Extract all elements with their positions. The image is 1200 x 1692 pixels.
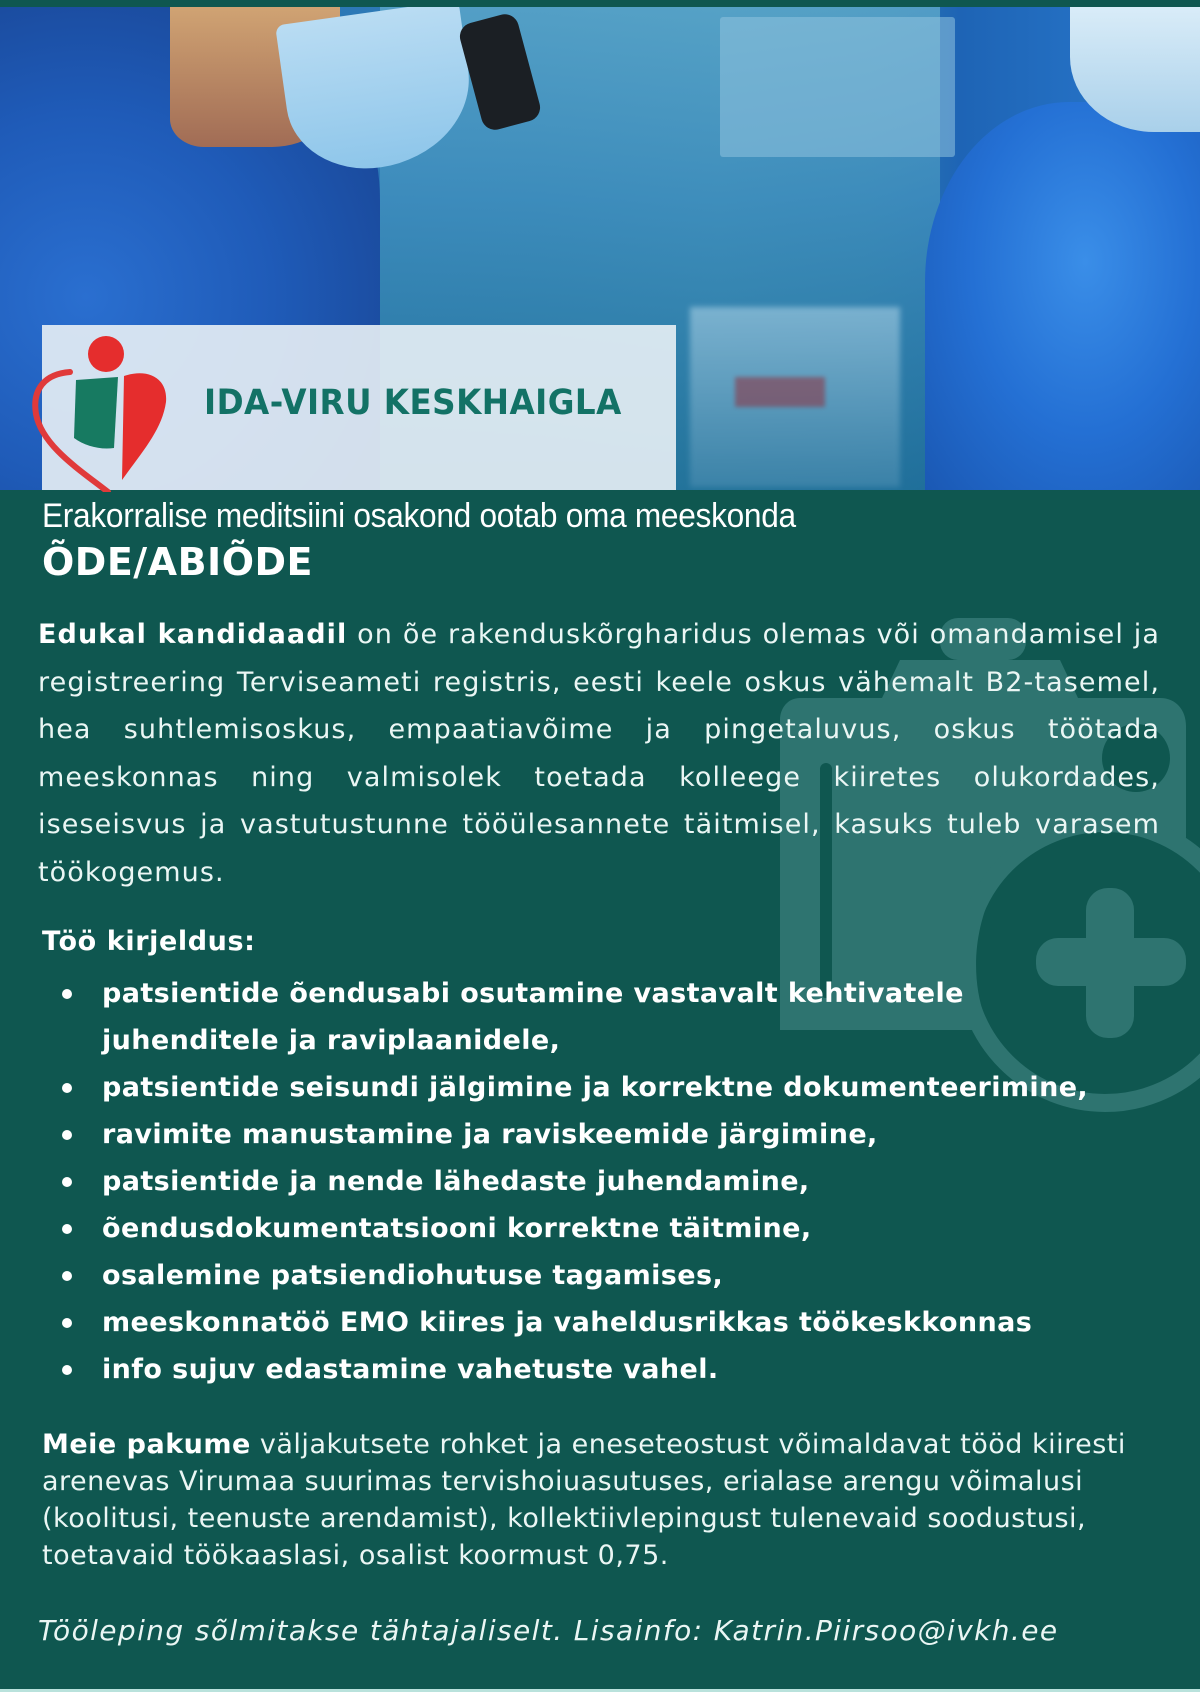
wall-poster [720, 17, 955, 157]
list-item: meeskonnatöö EMO kiires ja vaheldusrikkas töökeskkonnas [62, 1299, 1172, 1346]
contact-note: Tööleping sõlmitakse tähtajaliselt. Lisainfo: Katrin.Piirsoo@ivkh.ee [38, 1614, 1059, 1647]
list-item: õendusdokumentatsiooni korrektne täitmine, [62, 1205, 1172, 1252]
supply-box [735, 377, 825, 407]
bullet-icon [62, 1318, 72, 1328]
bullet-icon [62, 1083, 72, 1093]
bullet-icon [62, 989, 72, 999]
list-item: patsientide ja nende lähedaste juhendamine, [62, 1158, 1172, 1205]
offer-text: väljakutsete rohket ja eneseteostust võimaldavat tööd kiiresti arenevas Virumaa suurimas tervishoiuasutuses, erialase arengu võimalusi (koolitusi, teenuste arendamist), kollektiivlepingust tulenevaid soodustusi, toetavaid töökaaslasi, osalist koormust 0,75. [42, 1429, 1126, 1571]
bullet-icon [62, 1365, 72, 1375]
requirements-lead: Edukal kandidaadil [38, 619, 348, 650]
surgeon-right-gown [925, 102, 1200, 490]
offer-lead: Meie pakume [42, 1429, 251, 1460]
hospital-name: IDA-VIRU KESKHAIGLA [204, 383, 622, 423]
bullet-icon [62, 1177, 72, 1187]
hospital-logo-icon [30, 330, 170, 492]
list-item: patsientide seisundi jälgimine ja korrektne dokumenteerimine, [62, 1064, 1172, 1111]
department-heading: Erakorralise meditsiini osakond ootab oma meeskonda [42, 497, 796, 535]
list-item: osalemine patsiendiohutuse tagamises, [62, 1252, 1172, 1299]
requirements-text: on õe rakenduskõrgharidus olemas või omandamisel ja registreering Terviseameti registris, eesti keele oskus vähemalt B2-tasemel, hea suhtlemisoskus, empaatiavõime ja pingetaluvus, oskus töötada meeskonnas ning valmisolek toetada kolleege kiiretes olukordades, iseseisvus ja vastutustunne tööülesannete täitmisel, kasuks tuleb varasem töökogemus. [38, 619, 1161, 888]
candidate-requirements [38, 611, 1160, 896]
list-item: info sujuv edastamine vahetuste vahel. [62, 1346, 1172, 1393]
bullet-icon [62, 1224, 72, 1234]
duties-heading: Töö kirjeldus: [42, 926, 256, 957]
job-title: ÕDE/ABIÕDE [42, 540, 313, 584]
bullet-icon [62, 1130, 72, 1140]
duties-list [62, 970, 1172, 1393]
offer-paragraph [42, 1426, 1172, 1574]
list-item: ravimite manustamine ja raviskeemide järgimine, [62, 1111, 1172, 1158]
bullet-icon [62, 1271, 72, 1281]
list-item: patsientide õendusabi osutamine vastavalt kehtivatele juhenditele ja raviplaanidele, [62, 970, 1172, 1064]
